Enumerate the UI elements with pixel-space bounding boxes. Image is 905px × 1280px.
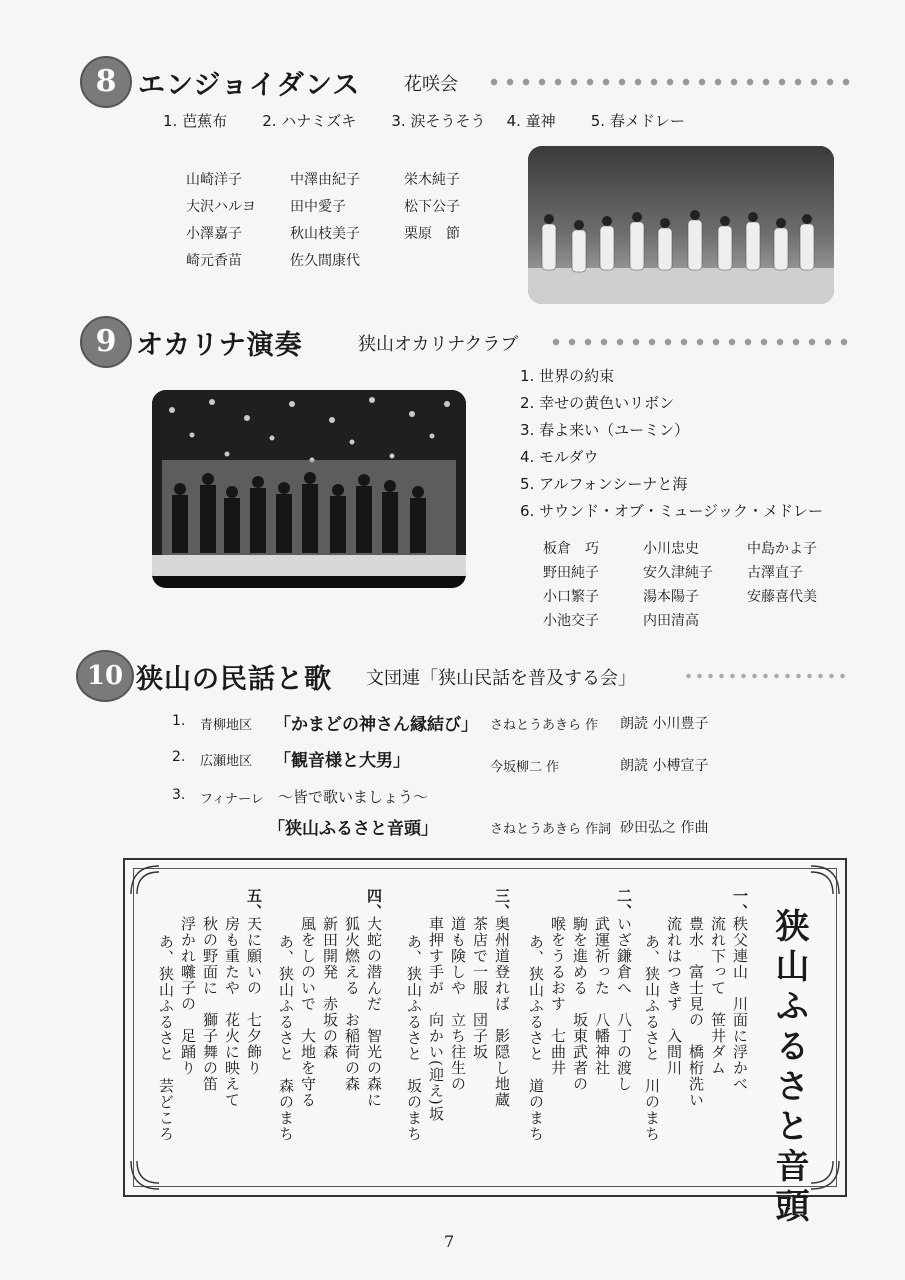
section-10-group: 文団連「狭山民話を普及する会」	[366, 668, 636, 689]
member-name: 安久津純子	[643, 565, 713, 581]
author: 今坂柳二 作	[490, 760, 560, 775]
lyrics-panel	[123, 858, 847, 1228]
member-name: 小口繁子	[543, 589, 599, 605]
lyric-line: 秋の野面に 獅子舞の笛	[201, 916, 219, 1092]
author: さねとうあきら 作	[490, 718, 599, 733]
song-item: 3. 涙そうそう	[391, 112, 486, 130]
member-name: 佐久間康代	[290, 253, 360, 269]
song-item: 4. モルダウ	[520, 448, 599, 466]
member-name: 小澤嘉子	[186, 226, 242, 242]
district-label: 広瀬地区	[200, 754, 253, 769]
district-label: 青柳地区	[200, 718, 253, 733]
lyric-line: あ、狭山ふるさと 芸どころ	[157, 934, 175, 1142]
section-9-group: 狭山オカリナクラブ	[358, 334, 519, 355]
ornament-corner-icon	[805, 864, 841, 900]
member-name: 松下公子	[404, 199, 460, 215]
page-number: 7	[444, 1232, 455, 1251]
song-item: 5. 春メドレー	[590, 112, 685, 130]
lyric-line: あ、狭山ふるさと 森のまち	[277, 934, 295, 1142]
member-name: 秋山枝美子	[290, 226, 360, 242]
section-10-title: 狭山の民話と歌	[136, 664, 332, 695]
verse-number: 二、	[615, 888, 633, 920]
finale-subtitle: ～皆で歌いましょう～	[278, 788, 429, 806]
finale-song-title: 「狭山ふるさと音頭」	[268, 819, 438, 839]
member-name: 中澤由紀子	[290, 172, 360, 188]
lyric-line: あ、狭山ふるさと 坂のまち	[405, 934, 423, 1142]
lyric-line: 武運祈った 八幡神社	[593, 916, 611, 1076]
lyric-line: 茶店で一服 団子坂	[471, 916, 489, 1060]
lyric-line: 奥州道登れば 影隠し地蔵	[493, 916, 511, 1108]
member-name: 野田純子	[543, 565, 599, 581]
ornament-corner-icon	[129, 1155, 165, 1191]
section-9-title: オカリナ演奏	[136, 330, 303, 361]
verse-number: 一、	[731, 888, 749, 920]
member-name: 小池交子	[543, 613, 599, 629]
member-name: 栗原 節	[404, 226, 460, 242]
member-name: 湯本陽子	[643, 589, 699, 605]
finale-lyricist: さねとうあきら 作詞	[490, 822, 612, 837]
reader: 朗読 小榑宣子	[620, 758, 709, 774]
lyric-line: あ、狭山ふるさと 川のまち	[643, 934, 661, 1142]
member-name: 小川忠史	[643, 541, 699, 557]
lyric-line: 流れ下って 笹井ダム	[709, 916, 727, 1076]
member-name: 板倉 巧	[543, 541, 599, 557]
item-number: 2.	[172, 749, 186, 765]
story-title: 「かまどの神さん縁結び」	[274, 715, 478, 735]
section-8-group: 花咲会	[404, 74, 458, 95]
ornament-corner-icon	[129, 864, 165, 900]
member-name: 田中愛子	[290, 199, 346, 215]
lyric-line: 駒を進める 坂東武者の	[571, 916, 589, 1092]
dance-performance-photo	[528, 146, 834, 304]
dotted-divider	[486, 77, 858, 87]
lyric-line: 房も重たや 花火に映えて	[223, 916, 241, 1108]
section-number-10: 10	[76, 650, 134, 702]
story-item-3	[172, 784, 732, 808]
lyric-line: 秩父連山 川面に浮かべ	[731, 916, 749, 1092]
lyric-line: 道も険しや 立ち往生の	[449, 916, 467, 1092]
finale-label: フィナーレ	[200, 792, 264, 807]
reader: 朗読 小川豊子	[620, 716, 709, 732]
verse-number: 四、	[365, 888, 383, 920]
lyric-line: 豊水 富士見の 橋桁洗い	[687, 916, 705, 1108]
section-8-title: エンジョイダンス	[138, 70, 361, 101]
section-number-8: 8	[80, 56, 132, 108]
item-number: 1.	[172, 713, 186, 729]
lyric-line: いざ鎌倉へ 八丁の渡し	[615, 916, 633, 1092]
song-item: 3. 春よ来い（ユーミン）	[520, 421, 690, 439]
lyric-line: 狐火燃える お稲荷の森	[343, 916, 361, 1092]
song-item: 6. サウンド・オブ・ミュージック・メドレー	[520, 502, 824, 520]
member-name: 山崎洋子	[186, 172, 242, 188]
lyric-line: 流れはつきず 入間川	[665, 916, 683, 1076]
song-item: 1. 芭蕉布	[163, 112, 228, 130]
song-item: 5. アルフォンシーナと海	[520, 475, 688, 493]
member-name: 中島かよ子	[747, 541, 817, 557]
verse-number: 三、	[493, 888, 511, 920]
member-name: 内田清高	[643, 613, 699, 629]
member-name: 古澤直子	[747, 565, 803, 581]
finale-composer: 砂田弘之 作曲	[620, 820, 709, 836]
section-8-songs	[163, 110, 685, 131]
lyric-line: 新田開発 赤坂の森	[321, 916, 339, 1060]
member-name: 栄木純子	[404, 172, 460, 188]
song-item: 2. 幸せの黄色いリボン	[520, 394, 675, 412]
lyrics-title: 狭山ふるさと音頭	[769, 908, 809, 1228]
story-item-2	[172, 746, 732, 775]
member-name: 大沢ハルヨ	[186, 199, 256, 215]
song-item: 1. 世界の約束	[520, 367, 615, 385]
lyric-line: 喉をうるおす 七曲井	[549, 916, 567, 1076]
dotted-divider	[683, 671, 848, 681]
story-title: 「観音様と大男」	[274, 751, 410, 771]
song-item: 4. 童神	[506, 112, 556, 130]
lyric-line: 大蛇の潜んだ 智光の森に	[365, 916, 383, 1108]
member-name: 崎元香苗	[186, 253, 242, 269]
member-name: 安藤喜代美	[747, 589, 817, 605]
lyric-line: 天に願いの 七夕飾り	[245, 916, 263, 1076]
verse-number: 五、	[245, 888, 263, 920]
ocarina-performance-photo	[152, 390, 466, 588]
lyric-line: 浮かれ囃子の 足踊り	[179, 916, 197, 1076]
song-item: 2. ハナミズキ	[262, 112, 357, 130]
lyric-line: 風をしのいで 大地を守る	[299, 916, 317, 1108]
lyric-line: 車押す手が 向かい(迎え)坂	[427, 916, 445, 1122]
item-number: 3.	[172, 787, 186, 803]
story-item-1	[172, 710, 732, 734]
section-number-9: 9	[80, 316, 132, 368]
lyric-line: あ、狭山ふるさと 道のまち	[527, 934, 545, 1142]
dotted-divider	[548, 337, 848, 347]
